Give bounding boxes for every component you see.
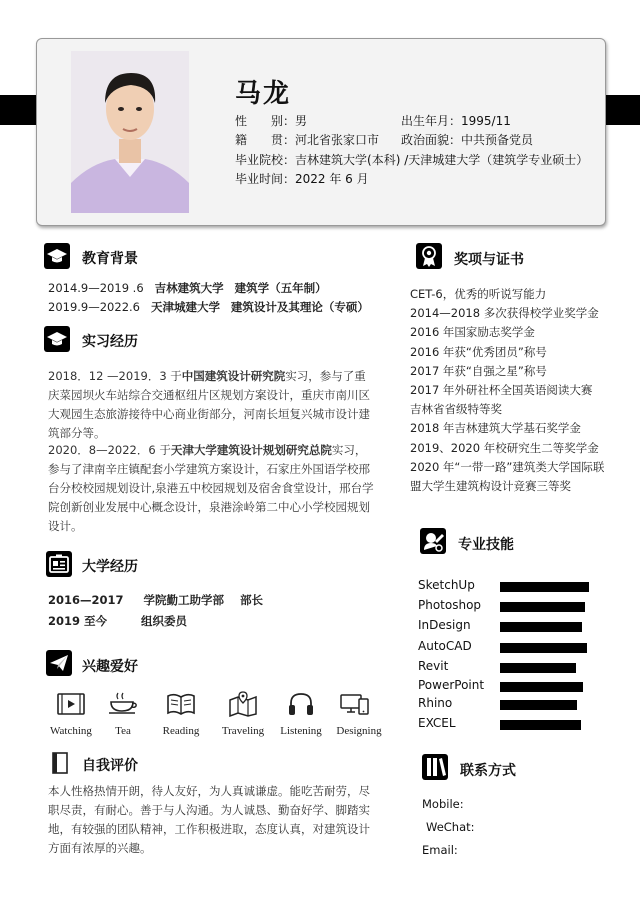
university-title: 大学经历 [82,559,138,575]
skill-name: EXCEL [418,716,456,730]
graduation-cap-icon [44,243,70,269]
award-line: 2016 年国家励志奖学金 [410,325,535,340]
skill-name: InDesign [418,618,471,632]
birth-value: 1995/11 [461,114,511,128]
video-icon [56,691,86,717]
self-evaluation-title: 自我评价 [82,758,138,774]
award-line: 2020 年“一带一路”建筑类大学国际联 [410,459,605,474]
skills-icon [420,528,446,554]
mobile-label: Mobile: [422,797,464,811]
internship-paragraph-2 [48,441,376,536]
internship-paragraph-1 [48,367,376,443]
decor-band-right [600,95,640,125]
wechat-label: WeChat: [426,820,475,834]
education-school: 吉林建筑大学 [154,281,224,295]
contact-title: 联系方式 [460,763,516,779]
award-line: 2019、2020 年校研究生二等奖学金 [410,440,599,455]
education-title: 教育背景 [82,251,138,267]
hobby-label: Designing [336,725,382,737]
education-period: 2019.9—2022.6 [48,300,140,314]
award-line: 盟大学生建筑构设计竞赛三等奖 [410,479,571,493]
skill-name: Rhino [418,696,453,710]
education-row [48,299,369,315]
tea-cup-icon [108,691,138,717]
skills-title: 专业技能 [458,537,514,553]
gender-label: 性 别： [235,114,296,128]
skill-level-bar [500,622,582,632]
origin-label: 籍 贯： [235,133,296,147]
hobby-label: Tea [115,725,131,737]
internship-company: 中国建筑设计研究院 [181,369,286,383]
gender-value: 男 [295,114,308,128]
school-row [235,151,588,168]
education-period: 2014.9—2019 .6 [48,281,144,295]
hobby-label: Watching [50,725,92,737]
university-period: 2016—2017 [48,593,124,607]
graduation-row [235,170,369,187]
award-line: CET-6，优秀的听说写能力 [410,287,547,301]
award-line: 2016 年获“优秀团员”称号 [410,344,547,359]
skill-name: AutoCAD [418,639,472,653]
school-value: 吉林建筑大学(本科) /天津城建大学（建筑学专业硕士） [295,153,589,167]
school-label: 毕业院校： [235,153,296,167]
decor-band-left [0,95,40,125]
university-row [48,613,187,629]
profile-card [36,38,606,226]
awards-title: 奖项与证书 [454,252,524,268]
education-school: 天津城建大学 [150,300,220,314]
skill-level-bar [500,582,589,592]
profile-photo [71,51,189,213]
university-row [48,592,263,608]
origin-row [235,131,379,148]
skill-level-bar [500,643,587,653]
graduation-value: 2022 年 6 月 [295,172,369,186]
hobby-label: Reading [162,725,200,737]
political-value: 中共预备党员 [461,133,534,147]
political-row [401,131,533,148]
birth-row [401,112,511,129]
education-major: 建筑设计及其理论（专硕） [230,300,369,314]
university-org: 学院勤工助学部 [143,593,225,607]
internship-text: 2020．8—2022．6 于 [48,443,171,457]
skill-level-bar [500,682,583,692]
devices-icon [340,691,370,717]
hobby-label: Traveling [221,725,265,737]
political-label: 政治面貌： [401,133,462,147]
gender-row [235,112,307,129]
skill-name: PowerPoint [418,678,485,692]
email-label: Email: [422,843,458,857]
education-row [48,280,327,296]
paper-plane-icon [46,650,72,676]
self-evaluation-text: 本人性格热情开朗，待人友好，为人真诚谦虚。能吃苦耐劳，尽职尽责，有耐心。善于与人沟通。为人诚恳、勤奋好学、脚踏实地，有较强的团队精神，工作积极进取，态度认真，对建筑设计方面有浓厚的兴趣。 [48,784,370,855]
university-period: 2019 至今 [48,614,108,628]
internship-text: 实习，参与了津南辛庄镇配套小学建筑方案设计，石家庄外国语学校邢台分校校园规划设计,泉港五中校园规划及宿舍食堂设计，邢台学院创新创业发展中心概念设计，泉港涂岭第二中心小学校园规划设计。 [48,443,374,533]
skill-name: Revit [418,659,449,673]
book-icon [166,691,196,717]
internship-company: 天津大学建筑设计规划研究总院 [170,443,332,457]
award-icon [416,243,442,269]
internship-text: 实习，参与了重庆菜园坝火车站综合交通枢纽片区规划方案设计，重庆市南川区大观园生态旅游接待中心商业街部分，河南长垣复兴城市设计建筑部分等。 [48,369,370,440]
university-role: 部长 [240,593,264,607]
hobbies-title: 兴趣爱好 [82,659,138,675]
university-role: 组织委员 [141,614,188,628]
award-line: 吉林省省级特等奖 [410,402,502,417]
education-major: 建筑学（五年制） [234,281,327,295]
document-icon [50,751,70,775]
headphones-icon [286,691,316,717]
origin-value: 河北省张家口市 [295,133,380,147]
skill-level-bar [500,700,577,710]
skill-level-bar [500,720,581,730]
internship-text: 2018．12 —2019．3 于 [48,369,182,383]
birth-label: 出生年月： [401,114,462,128]
candidate-name: 马龙 [235,79,292,109]
graduation-label: 毕业时间： [235,172,296,186]
skill-level-bar [500,602,585,612]
map-icon [228,691,258,717]
skill-name: Photoshop [418,598,482,612]
hobby-label: Listening [280,725,322,737]
internship-title: 实习经历 [82,334,138,350]
skill-name: SketchUp [418,578,475,592]
award-line: 2014—2018 多次获得校学业奖学金 [410,306,599,321]
award-line: 2017 年获“自强之星”称号 [410,363,547,378]
id-card-icon [46,551,72,577]
contact-book-icon [422,754,448,780]
award-line: 2018 年吉林建筑大学基石奖学金 [410,421,581,436]
graduation-cap-icon [44,326,70,352]
skill-level-bar [500,663,576,673]
award-line: 2017 年外研社杯全国英语阅读大赛 [410,383,593,397]
